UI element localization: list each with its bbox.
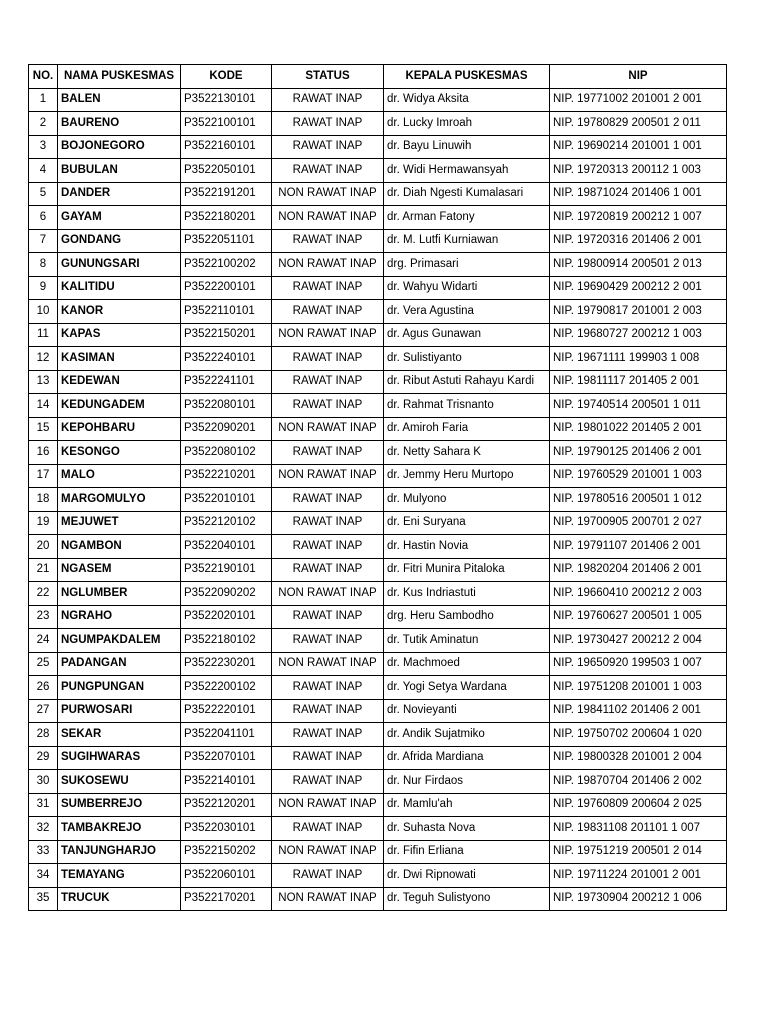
table-body — [29, 88, 727, 911]
cell-head-name: dr. Suhasta Nova — [384, 817, 550, 841]
cell-head-name: dr. Agus Gunawan — [384, 323, 550, 347]
cell-head-name: dr. Lucky Imroah — [384, 112, 550, 136]
cell-head-name: dr. Jemmy Heru Murtopo — [384, 464, 550, 488]
cell-puskesmas-name: KAPAS — [58, 323, 181, 347]
cell-status: NON RAWAT INAP — [272, 582, 384, 606]
cell-puskesmas-name: KESONGO — [58, 441, 181, 465]
cell-puskesmas-name: NGLUMBER — [58, 582, 181, 606]
cell-no: 12 — [29, 347, 58, 371]
table-row — [29, 746, 727, 770]
cell-status: NON RAWAT INAP — [272, 323, 384, 347]
table-row — [29, 276, 727, 300]
cell-puskesmas-name: NGASEM — [58, 558, 181, 582]
cell-status: RAWAT INAP — [272, 159, 384, 183]
puskesmas-table — [28, 64, 727, 911]
cell-status: RAWAT INAP — [272, 276, 384, 300]
cell-puskesmas-name: BALEN — [58, 88, 181, 112]
cell-code: P3522090201 — [181, 417, 272, 441]
cell-no: 34 — [29, 864, 58, 888]
cell-no: 9 — [29, 276, 58, 300]
cell-status: RAWAT INAP — [272, 300, 384, 324]
cell-code: P3522180201 — [181, 206, 272, 230]
cell-status: RAWAT INAP — [272, 394, 384, 418]
table-row — [29, 558, 727, 582]
cell-code: P3522051101 — [181, 229, 272, 253]
cell-code: P3522241101 — [181, 370, 272, 394]
cell-code: P3522020101 — [181, 605, 272, 629]
table-row — [29, 770, 727, 794]
cell-nip: NIP. 19730427 200212 2 004 — [550, 629, 727, 653]
cell-no: 11 — [29, 323, 58, 347]
cell-nip: NIP. 19791107 201406 2 001 — [550, 535, 727, 559]
cell-status: RAWAT INAP — [272, 629, 384, 653]
cell-head-name: dr. Sulistiyanto — [384, 347, 550, 371]
cell-code: P3522130101 — [181, 88, 272, 112]
cell-head-name: dr. Eni Suryana — [384, 511, 550, 535]
cell-status: RAWAT INAP — [272, 347, 384, 371]
cell-nip: NIP. 19680727 200212 1 003 — [550, 323, 727, 347]
cell-no: 19 — [29, 511, 58, 535]
cell-head-name: dr. Kus Indriastuti — [384, 582, 550, 606]
table-row — [29, 723, 727, 747]
cell-puskesmas-name: KASIMAN — [58, 347, 181, 371]
cell-no: 16 — [29, 441, 58, 465]
cell-no: 35 — [29, 887, 58, 911]
cell-status: NON RAWAT INAP — [272, 887, 384, 911]
cell-nip: NIP. 19801022 201405 2 001 — [550, 417, 727, 441]
header-head: KEPALA PUSKESMAS — [384, 65, 550, 89]
table-row — [29, 629, 727, 653]
cell-head-name: dr. Fifin Erliana — [384, 840, 550, 864]
cell-status: NON RAWAT INAP — [272, 417, 384, 441]
cell-nip: NIP. 19800914 200501 2 013 — [550, 253, 727, 277]
cell-code: P3522060101 — [181, 864, 272, 888]
cell-head-name: dr. Widi Hermawansyah — [384, 159, 550, 183]
cell-nip: NIP. 19751208 201001 1 003 — [550, 676, 727, 700]
cell-code: P3522110101 — [181, 300, 272, 324]
cell-puskesmas-name: GUNUNGSARI — [58, 253, 181, 277]
cell-status: RAWAT INAP — [272, 770, 384, 794]
cell-puskesmas-name: NGRAHO — [58, 605, 181, 629]
table-row — [29, 88, 727, 112]
cell-no: 6 — [29, 206, 58, 230]
cell-puskesmas-name: NGUMPAKDALEM — [58, 629, 181, 653]
cell-head-name: dr. Andik Sujatmiko — [384, 723, 550, 747]
cell-head-name: dr. Vera Agustina — [384, 300, 550, 324]
table-row — [29, 864, 727, 888]
table-header — [29, 65, 727, 89]
cell-nip: NIP. 19700905 200701 2 027 — [550, 511, 727, 535]
cell-puskesmas-name: TEMAYANG — [58, 864, 181, 888]
cell-head-name: dr. Arman Fatony — [384, 206, 550, 230]
cell-status: RAWAT INAP — [272, 723, 384, 747]
cell-code: P3522070101 — [181, 746, 272, 770]
table-row — [29, 817, 727, 841]
cell-code: P3522120102 — [181, 511, 272, 535]
cell-status: RAWAT INAP — [272, 817, 384, 841]
cell-puskesmas-name: DANDER — [58, 182, 181, 206]
cell-no: 22 — [29, 582, 58, 606]
cell-puskesmas-name: KEDEWAN — [58, 370, 181, 394]
header-name: NAMA PUSKESMAS — [58, 65, 181, 89]
cell-no: 13 — [29, 370, 58, 394]
cell-nip: NIP. 19690214 201001 1 001 — [550, 135, 727, 159]
cell-code: P3522240101 — [181, 347, 272, 371]
cell-puskesmas-name: MALO — [58, 464, 181, 488]
cell-puskesmas-name: TAMBAKREJO — [58, 817, 181, 841]
cell-puskesmas-name: GONDANG — [58, 229, 181, 253]
cell-nip: NIP. 19751219 200501 2 014 — [550, 840, 727, 864]
cell-status: RAWAT INAP — [272, 864, 384, 888]
cell-head-name: dr. Diah Ngesti Kumalasari — [384, 182, 550, 206]
cell-no: 32 — [29, 817, 58, 841]
cell-nip: NIP. 19790817 201001 2 003 — [550, 300, 727, 324]
cell-nip: NIP. 19780829 200501 2 011 — [550, 112, 727, 136]
cell-head-name: dr. Fitri Munira Pitaloka — [384, 558, 550, 582]
cell-no: 24 — [29, 629, 58, 653]
cell-status: RAWAT INAP — [272, 699, 384, 723]
cell-head-name: dr. Novieyanti — [384, 699, 550, 723]
cell-status: NON RAWAT INAP — [272, 206, 384, 230]
cell-status: NON RAWAT INAP — [272, 253, 384, 277]
cell-nip: NIP. 19760529 201001 1 003 — [550, 464, 727, 488]
cell-nip: NIP. 19841102 201406 2 001 — [550, 699, 727, 723]
cell-nip: NIP. 19740514 200501 1 011 — [550, 394, 727, 418]
cell-status: NON RAWAT INAP — [272, 652, 384, 676]
table-row — [29, 229, 727, 253]
cell-nip: NIP. 19800328 201001 2 004 — [550, 746, 727, 770]
cell-nip: NIP. 19730904 200212 1 006 — [550, 887, 727, 911]
cell-status: RAWAT INAP — [272, 511, 384, 535]
cell-puskesmas-name: KEDUNGADEM — [58, 394, 181, 418]
table-row — [29, 253, 727, 277]
cell-head-name: dr. Nur Firdaos — [384, 770, 550, 794]
cell-no: 26 — [29, 676, 58, 700]
cell-no: 7 — [29, 229, 58, 253]
header-no: NO. — [29, 65, 58, 89]
cell-puskesmas-name: BUBULAN — [58, 159, 181, 183]
cell-puskesmas-name: KANOR — [58, 300, 181, 324]
cell-head-name: dr. Afrida Mardiana — [384, 746, 550, 770]
table-row — [29, 840, 727, 864]
table-row — [29, 535, 727, 559]
table-row — [29, 488, 727, 512]
cell-code: P3522100101 — [181, 112, 272, 136]
cell-no: 10 — [29, 300, 58, 324]
cell-code: P3522050101 — [181, 159, 272, 183]
cell-nip: NIP. 19720313 200112 1 003 — [550, 159, 727, 183]
cell-code: P3522080102 — [181, 441, 272, 465]
cell-head-name: dr. Rahmat Trisnanto — [384, 394, 550, 418]
table-row — [29, 370, 727, 394]
cell-head-name: dr. Bayu Linuwih — [384, 135, 550, 159]
table-row — [29, 300, 727, 324]
cell-puskesmas-name: TANJUNGHARJO — [58, 840, 181, 864]
cell-no: 14 — [29, 394, 58, 418]
cell-code: P3522170201 — [181, 887, 272, 911]
cell-nip: NIP. 19720316 201406 2 001 — [550, 229, 727, 253]
cell-status: RAWAT INAP — [272, 112, 384, 136]
cell-no: 27 — [29, 699, 58, 723]
cell-head-name: dr. Netty Sahara K — [384, 441, 550, 465]
cell-puskesmas-name: BOJONEGORO — [58, 135, 181, 159]
cell-code: P3522090202 — [181, 582, 272, 606]
cell-head-name: dr. Mamlu'ah — [384, 793, 550, 817]
cell-status: RAWAT INAP — [272, 605, 384, 629]
cell-puskesmas-name: PADANGAN — [58, 652, 181, 676]
cell-puskesmas-name: GAYAM — [58, 206, 181, 230]
cell-code: P3522100202 — [181, 253, 272, 277]
cell-no: 3 — [29, 135, 58, 159]
table-row — [29, 676, 727, 700]
cell-head-name: dr. Wahyu Widarti — [384, 276, 550, 300]
cell-nip: NIP. 19690429 200212 2 001 — [550, 276, 727, 300]
cell-code: P3522200102 — [181, 676, 272, 700]
cell-status: NON RAWAT INAP — [272, 182, 384, 206]
table-row — [29, 887, 727, 911]
cell-head-name: dr. Teguh Sulistyono — [384, 887, 550, 911]
cell-head-name: dr. Dwi Ripnowati — [384, 864, 550, 888]
cell-code: P3522160101 — [181, 135, 272, 159]
cell-status: RAWAT INAP — [272, 135, 384, 159]
cell-nip: NIP. 19760627 200501 1 005 — [550, 605, 727, 629]
table-row — [29, 206, 727, 230]
table-row — [29, 394, 727, 418]
cell-status: RAWAT INAP — [272, 676, 384, 700]
cell-status: NON RAWAT INAP — [272, 840, 384, 864]
cell-no: 4 — [29, 159, 58, 183]
cell-puskesmas-name: KALITIDU — [58, 276, 181, 300]
cell-code: P3522220101 — [181, 699, 272, 723]
cell-no: 18 — [29, 488, 58, 512]
cell-no: 8 — [29, 253, 58, 277]
cell-nip: NIP. 19871024 201406 1 001 — [550, 182, 727, 206]
cell-no: 15 — [29, 417, 58, 441]
cell-code: P3522030101 — [181, 817, 272, 841]
cell-status: RAWAT INAP — [272, 441, 384, 465]
cell-code: P3522040101 — [181, 535, 272, 559]
table-row — [29, 182, 727, 206]
cell-nip: NIP. 19820204 201406 2 001 — [550, 558, 727, 582]
cell-code: P3522190101 — [181, 558, 272, 582]
cell-nip: NIP. 19760809 200604 2 025 — [550, 793, 727, 817]
table-row — [29, 417, 727, 441]
cell-code: P3522150202 — [181, 840, 272, 864]
cell-code: P3522180102 — [181, 629, 272, 653]
table-row — [29, 793, 727, 817]
cell-status: RAWAT INAP — [272, 535, 384, 559]
table-row — [29, 605, 727, 629]
cell-puskesmas-name: BAURENO — [58, 112, 181, 136]
cell-puskesmas-name: TRUCUK — [58, 887, 181, 911]
cell-head-name: dr. Ribut Astuti Rahayu Kardi — [384, 370, 550, 394]
cell-nip: NIP. 19650920 199503 1 007 — [550, 652, 727, 676]
cell-no: 2 — [29, 112, 58, 136]
cell-no: 33 — [29, 840, 58, 864]
table-row — [29, 441, 727, 465]
cell-puskesmas-name: PUNGPUNGAN — [58, 676, 181, 700]
cell-no: 17 — [29, 464, 58, 488]
cell-nip: NIP. 19811117 201405 2 001 — [550, 370, 727, 394]
cell-no: 23 — [29, 605, 58, 629]
cell-no: 30 — [29, 770, 58, 794]
cell-status: RAWAT INAP — [272, 746, 384, 770]
cell-code: P3522080101 — [181, 394, 272, 418]
cell-nip: NIP. 19870704 201406 2 002 — [550, 770, 727, 794]
table-row — [29, 652, 727, 676]
cell-no: 21 — [29, 558, 58, 582]
header-row — [29, 65, 727, 89]
cell-puskesmas-name: NGAMBON — [58, 535, 181, 559]
cell-puskesmas-name: PURWOSARI — [58, 699, 181, 723]
cell-head-name: dr. Yogi Setya Wardana — [384, 676, 550, 700]
header-nip: NIP — [550, 65, 727, 89]
cell-nip: NIP. 19750702 200604 1 020 — [550, 723, 727, 747]
cell-code: P3522010101 — [181, 488, 272, 512]
cell-head-name: dr. Machmoed — [384, 652, 550, 676]
cell-no: 1 — [29, 88, 58, 112]
cell-puskesmas-name: SUGIHWARAS — [58, 746, 181, 770]
cell-status: NON RAWAT INAP — [272, 464, 384, 488]
cell-status: RAWAT INAP — [272, 488, 384, 512]
cell-nip: NIP. 19771002 201001 2 001 — [550, 88, 727, 112]
table-row — [29, 323, 727, 347]
cell-nip: NIP. 19660410 200212 2 003 — [550, 582, 727, 606]
cell-puskesmas-name: SEKAR — [58, 723, 181, 747]
cell-status: NON RAWAT INAP — [272, 793, 384, 817]
cell-status: RAWAT INAP — [272, 229, 384, 253]
cell-no: 29 — [29, 746, 58, 770]
cell-puskesmas-name: SUMBERREJO — [58, 793, 181, 817]
table-row — [29, 112, 727, 136]
cell-head-name: dr. Tutik Aminatun — [384, 629, 550, 653]
table-row — [29, 582, 727, 606]
cell-code: P3522140101 — [181, 770, 272, 794]
cell-no: 31 — [29, 793, 58, 817]
cell-status: RAWAT INAP — [272, 370, 384, 394]
cell-head-name: dr. Mulyono — [384, 488, 550, 512]
table-row — [29, 135, 727, 159]
cell-nip: NIP. 19831108 201101 1 007 — [550, 817, 727, 841]
header-status: STATUS — [272, 65, 384, 89]
cell-code: P3522191201 — [181, 182, 272, 206]
cell-code: P3522200101 — [181, 276, 272, 300]
cell-nip: NIP. 19780516 200501 1 012 — [550, 488, 727, 512]
cell-code: P3522120201 — [181, 793, 272, 817]
cell-head-name: drg. Heru Sambodho — [384, 605, 550, 629]
cell-puskesmas-name: MEJUWET — [58, 511, 181, 535]
cell-no: 28 — [29, 723, 58, 747]
cell-no: 5 — [29, 182, 58, 206]
cell-head-name: dr. Amiroh Faria — [384, 417, 550, 441]
cell-code: P3522150201 — [181, 323, 272, 347]
cell-head-name: drg. Primasari — [384, 253, 550, 277]
cell-head-name: dr. Hastin Novia — [384, 535, 550, 559]
cell-nip: NIP. 19720819 200212 1 007 — [550, 206, 727, 230]
cell-nip: NIP. 19790125 201406 2 001 — [550, 441, 727, 465]
cell-puskesmas-name: MARGOMULYO — [58, 488, 181, 512]
cell-code: P3522230201 — [181, 652, 272, 676]
table-row — [29, 347, 727, 371]
table-row — [29, 511, 727, 535]
cell-no: 20 — [29, 535, 58, 559]
cell-puskesmas-name: SUKOSEWU — [58, 770, 181, 794]
table-row — [29, 699, 727, 723]
cell-no: 25 — [29, 652, 58, 676]
cell-head-name: dr. M. Lutfi Kurniawan — [384, 229, 550, 253]
cell-head-name: dr. Widya Aksita — [384, 88, 550, 112]
table-row — [29, 159, 727, 183]
cell-puskesmas-name: KEPOHBARU — [58, 417, 181, 441]
cell-nip: NIP. 19711224 201001 2 001 — [550, 864, 727, 888]
cell-status: RAWAT INAP — [272, 558, 384, 582]
cell-code: P3522210201 — [181, 464, 272, 488]
cell-code: P3522041101 — [181, 723, 272, 747]
cell-nip: NIP. 19671111 199903 1 008 — [550, 347, 727, 371]
table-row — [29, 464, 727, 488]
cell-status: RAWAT INAP — [272, 88, 384, 112]
header-code: KODE — [181, 65, 272, 89]
